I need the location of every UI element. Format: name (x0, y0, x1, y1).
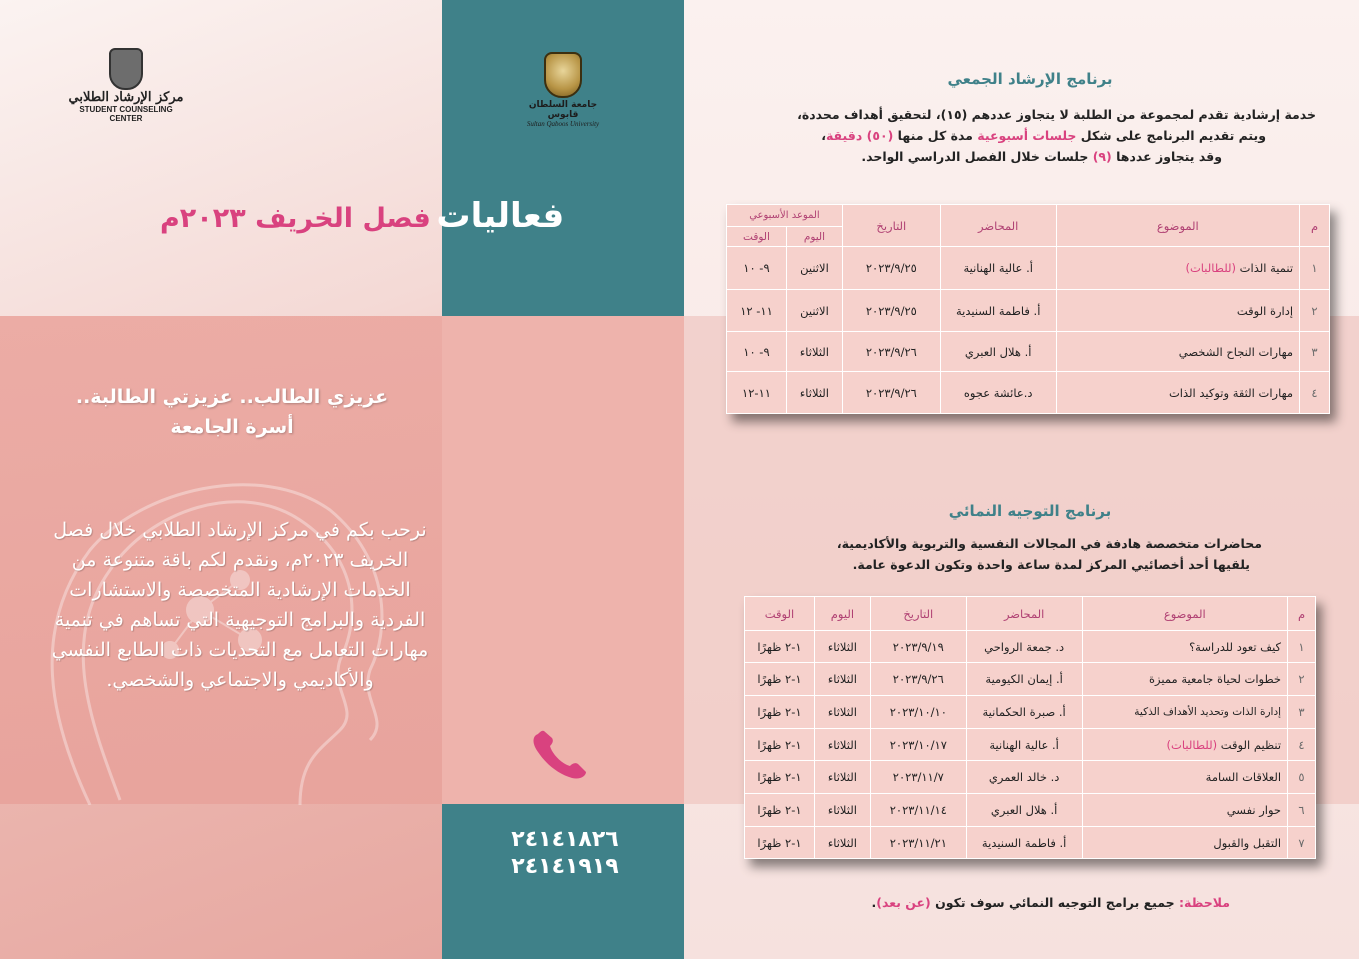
header-num: م (1300, 205, 1330, 247)
header-time: الوقت (745, 597, 815, 631)
phone-numbers (470, 826, 660, 880)
header-weekly: الموعد الأسبوعي (727, 205, 843, 227)
row-topic (1056, 332, 1299, 372)
header-lecturer: المحاضر (966, 597, 1082, 631)
row-time: ١-٢ ظهرًا (745, 761, 815, 794)
topic-text: مهارات الثقة وتوكيد الذات (1168, 385, 1294, 400)
row-num: ٤ (1300, 372, 1330, 414)
row-time: ٩- ١٠ (727, 332, 787, 372)
table-header-row (745, 597, 1316, 631)
row-date: ٢٠٢٣/١١/٧ (870, 761, 966, 794)
university-logo (512, 52, 614, 128)
row-date: ٢٠٢٣/١٠/١٠ (870, 696, 966, 729)
row-topic (1082, 794, 1288, 827)
group-counseling-title: برنامج الإرشاد الجمعي (947, 70, 1113, 88)
table-row (745, 631, 1316, 663)
topic-text: كيف تعود للدراسة؟ (1189, 639, 1282, 654)
phone-icon (528, 728, 592, 784)
row-num: ٣ (1300, 332, 1330, 372)
row-num: ٢ (1288, 663, 1316, 696)
row-lecturer: د.عائشة عجوه (940, 372, 1056, 414)
row-time: ١-٢ ظهرًا (745, 729, 815, 761)
row-num: ٦ (1288, 794, 1316, 827)
table-row (745, 827, 1316, 859)
group-counseling-table (726, 204, 1330, 414)
row-day: الثلاثاء (814, 631, 870, 663)
row-topic (1082, 827, 1288, 859)
row-day: الثلاثاء (814, 663, 870, 696)
row-lecturer: أ. صبرة الحكمانية (966, 696, 1082, 729)
greeting-line2: أسرة الجامعة (170, 416, 294, 438)
row-date: ٢٠٢٣/١٠/١٧ (870, 729, 966, 761)
group-desc-line2 (720, 125, 1316, 146)
desc-text: مدة كل منها (893, 128, 978, 143)
header-day: اليوم (786, 227, 842, 247)
dev-desc-line2: يلقيها أحد أخصائيي المركز لمدة ساعة واحدة وتكون الدعوة عامة. (852, 557, 1250, 572)
topic-note: (للطالبات) (1185, 261, 1237, 275)
row-day: الثلاثاء (814, 761, 870, 794)
header-date: التاريخ (870, 597, 966, 631)
header-time: الوقت (727, 227, 787, 247)
header-topic: الموضوع (1056, 205, 1299, 247)
topic-text: العلاقات السامة (1205, 770, 1282, 784)
remote-note (820, 895, 1230, 910)
row-lecturer: أ. فاطمة السنيدية (940, 290, 1056, 332)
table-row (745, 794, 1316, 827)
row-num: ٣ (1288, 696, 1316, 729)
phone-number-2[interactable]: ٢٤١٤١٩١٩ (511, 854, 619, 879)
row-lecturer: أ. هلال العبري (966, 794, 1082, 827)
row-day: الثلاثاء (814, 794, 870, 827)
note-highlight: (عن بعد) (876, 895, 931, 910)
row-date: ٢٠٢٣/٩/٢٦ (842, 372, 940, 414)
row-lecturer: أ. إيمان الكيومية (966, 663, 1082, 696)
dev-desc-line1: محاضرات متخصصة هادفة في المجالات النفسية والتربوية والأكاديمية، (836, 536, 1262, 551)
desc-text: جلسات خلال الفصل الدراسي الواحد. (861, 149, 1093, 164)
row-num: ٥ (1288, 761, 1316, 794)
topic-text: مهارات النجاح الشخصي (1178, 344, 1294, 359)
header-date: التاريخ (842, 205, 940, 247)
university-name-ar: جامعة السلطان قابوس (528, 100, 598, 120)
desc-text: ، (821, 128, 826, 143)
desc-highlight: (٩) (1092, 149, 1112, 164)
header-topic: الموضوع (1082, 597, 1288, 631)
row-topic (1082, 631, 1288, 663)
row-lecturer: أ. عالية الهنانية (966, 729, 1082, 761)
row-topic (1056, 290, 1299, 332)
row-num: ٢ (1300, 290, 1330, 332)
desc-highlight: جلسات أسبوعية (977, 128, 1077, 143)
row-date: ٢٠٢٣/١١/٢١ (870, 827, 966, 859)
row-day: الثلاثاء (814, 696, 870, 729)
row-topic (1082, 761, 1288, 794)
note-end: . (871, 895, 877, 910)
row-day: الثلاثاء (814, 827, 870, 859)
topic-text: حوار نفسي (1226, 803, 1282, 817)
row-lecturer: أ. هلال العبري (940, 332, 1056, 372)
row-day: الثلاثاء (814, 729, 870, 761)
desc-text: ويتم تقديم البرنامج على شكل (1076, 128, 1266, 143)
topic-note: (للطالبات) (1166, 737, 1218, 752)
row-topic (1056, 372, 1299, 414)
table-header-row (727, 205, 1330, 227)
university-crest-icon (544, 52, 582, 98)
teal-top-panel (442, 0, 684, 316)
desc-text: وقد يتجاوز عددها (1111, 149, 1222, 164)
intro-paragraph: نرحب بكم في مركز الإرشاد الطلابي خلال فصل الخريف ٢٠٢٣م، ونقدم لكم باقة متنوعة من الخدمات الإرشادية المتخصصة والاستشارات الفردية والبرامج التوجيهية التي تساهم في تنمية مهارات التعامل مع التحديات ذات الطابع النفسي والأكاديمي والاجتماعي والشخصي. (51, 519, 429, 691)
topic-text: إدارة الذات وتحديد الأهداف الذكية (1134, 706, 1282, 718)
university-name-en: Sultan Qaboos University (526, 120, 600, 128)
group-counseling-description (720, 104, 1316, 167)
row-lecturer: د. جمعة الرواحي (966, 631, 1082, 663)
header-day: اليوم (814, 597, 870, 631)
topic-text: التقبل والقبول (1213, 835, 1282, 850)
topic-text: خطوات لحياة جامعية مميزة (1149, 672, 1282, 686)
counseling-center-name-en: STUDENT COUNSELING CENTER (79, 105, 173, 123)
row-time: ١-٢ ظهرًا (745, 631, 815, 663)
title-part2: فصل الخريف ٢٠٢٣م (160, 203, 431, 234)
row-num: ٤ (1288, 729, 1316, 761)
row-date: ٢٠٢٣/٩/١٩ (870, 631, 966, 663)
table-row (745, 663, 1316, 696)
page-title (160, 196, 570, 236)
table-row (745, 696, 1316, 729)
row-time: ١-٢ ظهرًا (745, 794, 815, 827)
table-row (745, 729, 1316, 761)
row-lecturer: أ. فاطمة السنيدية (966, 827, 1082, 859)
group-desc-line3 (720, 146, 1316, 167)
counseling-center-logo (66, 48, 186, 123)
topic-text: تنمية الذات (1236, 261, 1294, 275)
row-date: ٢٠٢٣/٩/٢٥ (842, 290, 940, 332)
table-row (727, 247, 1330, 290)
developmental-guidance-title: برنامج التوجيه النمائي (948, 502, 1112, 520)
table-row (745, 761, 1316, 794)
note-text: جميع برامج التوجيه النمائي سوف تكون (930, 895, 1179, 910)
topic-text: تنظيم الوقت (1217, 737, 1282, 752)
developmental-guidance-description (740, 533, 1262, 575)
row-num: ١ (1300, 247, 1330, 290)
note-label: ملاحظة: (1179, 895, 1230, 910)
row-time: ١-٢ ظهرًا (745, 696, 815, 729)
row-date: ٢٠٢٣/٩/٢٦ (870, 663, 966, 696)
row-lecturer: أ. عالية الهنانية (940, 247, 1056, 290)
header-lecturer: المحاضر (940, 205, 1056, 247)
row-lecturer: د. خالد العمري (966, 761, 1082, 794)
row-time: ١-٢ ظهرًا (745, 663, 815, 696)
topic-text: إدارة الوقت (1236, 303, 1294, 318)
row-topic (1082, 729, 1288, 761)
table-row (727, 332, 1330, 372)
row-time: ٩- ١٠ (727, 247, 787, 290)
table-row (727, 290, 1330, 332)
table-row (727, 372, 1330, 414)
row-time: ١١- ١٢ (727, 290, 787, 332)
row-topic (1082, 696, 1288, 729)
row-day: الثلاثاء (786, 372, 842, 414)
row-num: ٧ (1288, 827, 1316, 859)
row-time: ١١-١٢ (727, 372, 787, 414)
title-part1: فعاليات (436, 196, 565, 236)
row-date: ٢٠٢٣/١١/١٤ (870, 794, 966, 827)
row-time: ١-٢ ظهرًا (745, 827, 815, 859)
greeting-line1: عزيزي الطالب.. عزيزتي الطالبة.. (75, 386, 389, 408)
greeting (72, 382, 392, 442)
row-num: ١ (1288, 631, 1316, 663)
phone-number-1[interactable]: ٢٤١٤١٨٢٦ (511, 827, 619, 852)
desc-highlight: (٥٠) دقيقة (825, 128, 894, 143)
row-date: ٢٠٢٣/٩/٢٦ (842, 332, 940, 372)
counseling-center-name-ar: مركز الإرشاد الطلابي (68, 90, 184, 105)
row-day: الاثنين (786, 247, 842, 290)
header-num: م (1288, 597, 1316, 631)
developmental-guidance-table (744, 596, 1316, 859)
row-day: الاثنين (786, 290, 842, 332)
row-day: الثلاثاء (786, 332, 842, 372)
crest-icon (109, 48, 143, 90)
row-topic (1082, 663, 1288, 696)
row-topic (1056, 247, 1299, 290)
row-date: ٢٠٢٣/٩/٢٥ (842, 247, 940, 290)
group-desc-line1: خدمة إرشادية تقدم لمجموعة من الطلبة لا يتجاوز عددهم (١٥)، لتحقيق أهداف محددة، (797, 107, 1316, 122)
